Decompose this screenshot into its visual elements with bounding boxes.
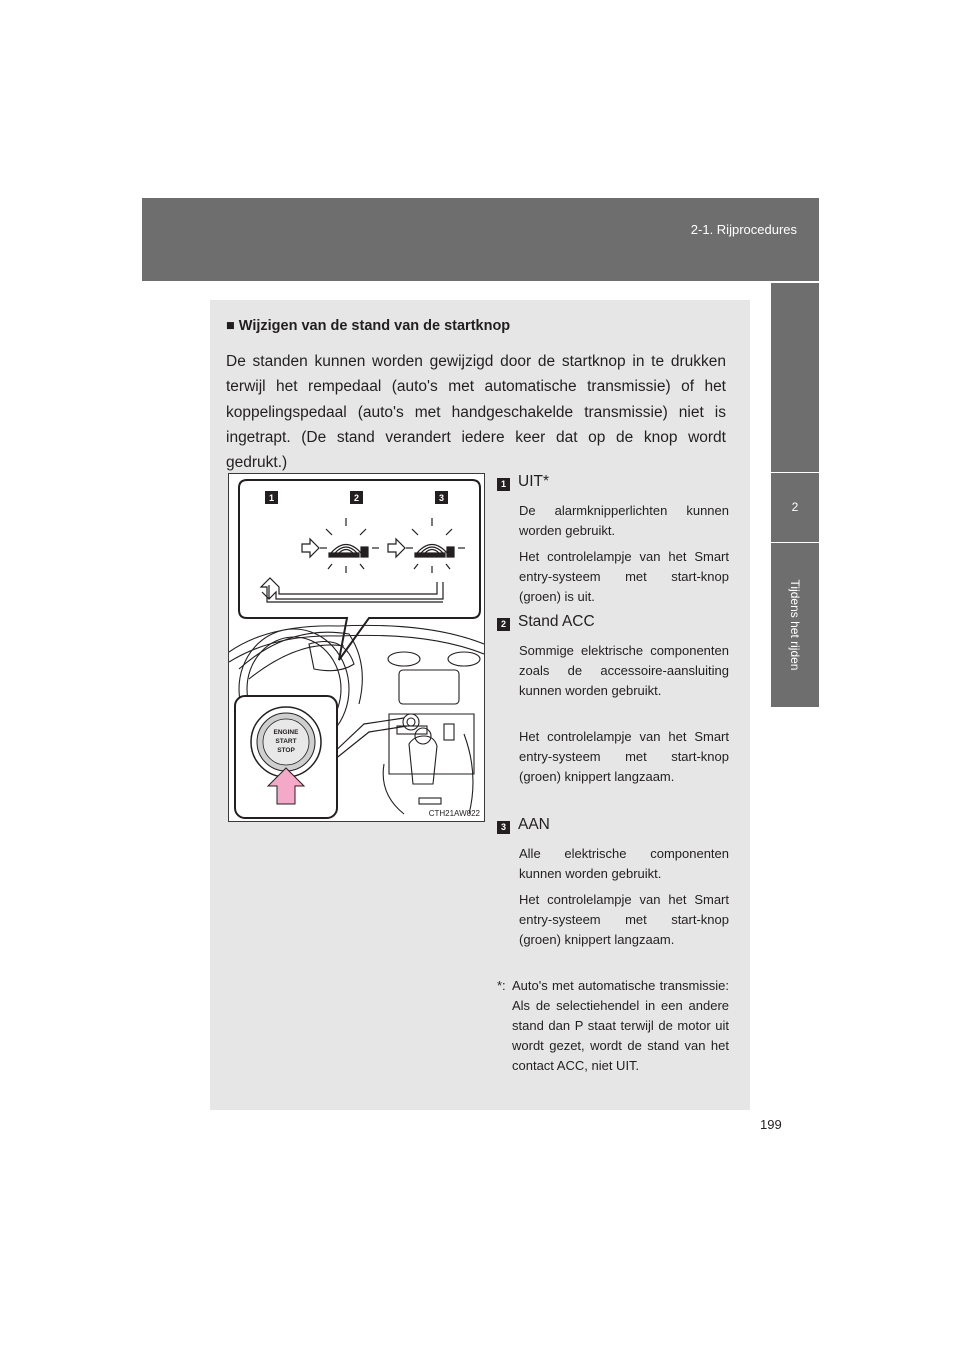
engine-start-button [251,707,321,777]
chapter-tab [771,543,819,707]
section-title [226,318,510,334]
position-item-2 [497,613,729,813]
item-badge: 2 [497,618,510,631]
footnote-text: Auto's met automatische transmissie: Als de selectiehendel in een andere stand dan P staat terwijl de motor uit wordt gezet, wordt de stand van het contact ACC, niet UIT. [512,978,729,1073]
section-title-text: Wijzigen van de stand van de startknop [238,318,511,334]
figure-code: CTH21AW022 [428,809,480,818]
svg-text:ENGINE: ENGINE [273,729,299,736]
chapter-title: Tijdens het rijden [788,579,802,671]
item-badge: 3 [497,821,510,834]
item-title: UIT* [518,473,549,490]
section-bullet: ■ [226,318,235,334]
svg-text:2: 2 [353,493,360,503]
item-description: Alle elektrische componenten kunnen worden gebruikt. [519,846,729,881]
position-item-3 [497,816,729,976]
svg-text:STOP: STOP [277,747,295,754]
svg-text:START: START [275,738,297,745]
item-description: De alarmknipperlichten kunnen worden gebruikt. [519,503,729,538]
item-badge: 1 [497,478,510,491]
position-badge-2 [350,491,363,504]
leader-line [329,726,407,764]
leader-line [329,718,404,757]
item-description: Het controlelampje van het Smart entry-systeem met start-knop (groen) knippert langzaam. [519,729,729,784]
side-tab-spacer [771,283,819,472]
header-bar [142,198,819,281]
section-breadcrumb: 2-1. Rijprocedures [690,222,797,237]
position-item-1 [497,473,729,613]
svg-text:1: 1 [268,493,275,503]
illustration [228,473,485,822]
item-description: Het controlelampje van het Smart entry-systeem met start-knop (groen) is uit. [519,549,729,604]
footnote-mark: *: [497,978,506,993]
intro-paragraph: De standen kunnen worden gewijzigd door de startknop in te drukken terwijl het rempedaal (auto's met automatische transmissie) of het koppelingspedaal (auto's met handgeschakelde transmissie) niet is ingetrapt. (De stand verandert iedere keer dat op de knop wordt gedrukt.) [226,353,726,472]
item-description: Sommige elektrische componenten zoals de accessoire-aansluiting kunnen worden gebruikt. [519,643,729,698]
item-description: Het controlelampje van het Smart entry-systeem met start-knop (groen) knippert langzaam. [519,892,729,947]
svg-text:3: 3 [438,493,445,503]
chapter-number: 2 [771,473,819,542]
position-badge-1 [265,491,278,504]
footnote [497,976,729,1076]
page-number: 199 [760,1117,782,1132]
position-badge-3 [435,491,448,504]
item-title: Stand ACC [518,613,595,630]
dashboard-illustration [229,474,484,821]
item-title: AAN [518,816,550,833]
